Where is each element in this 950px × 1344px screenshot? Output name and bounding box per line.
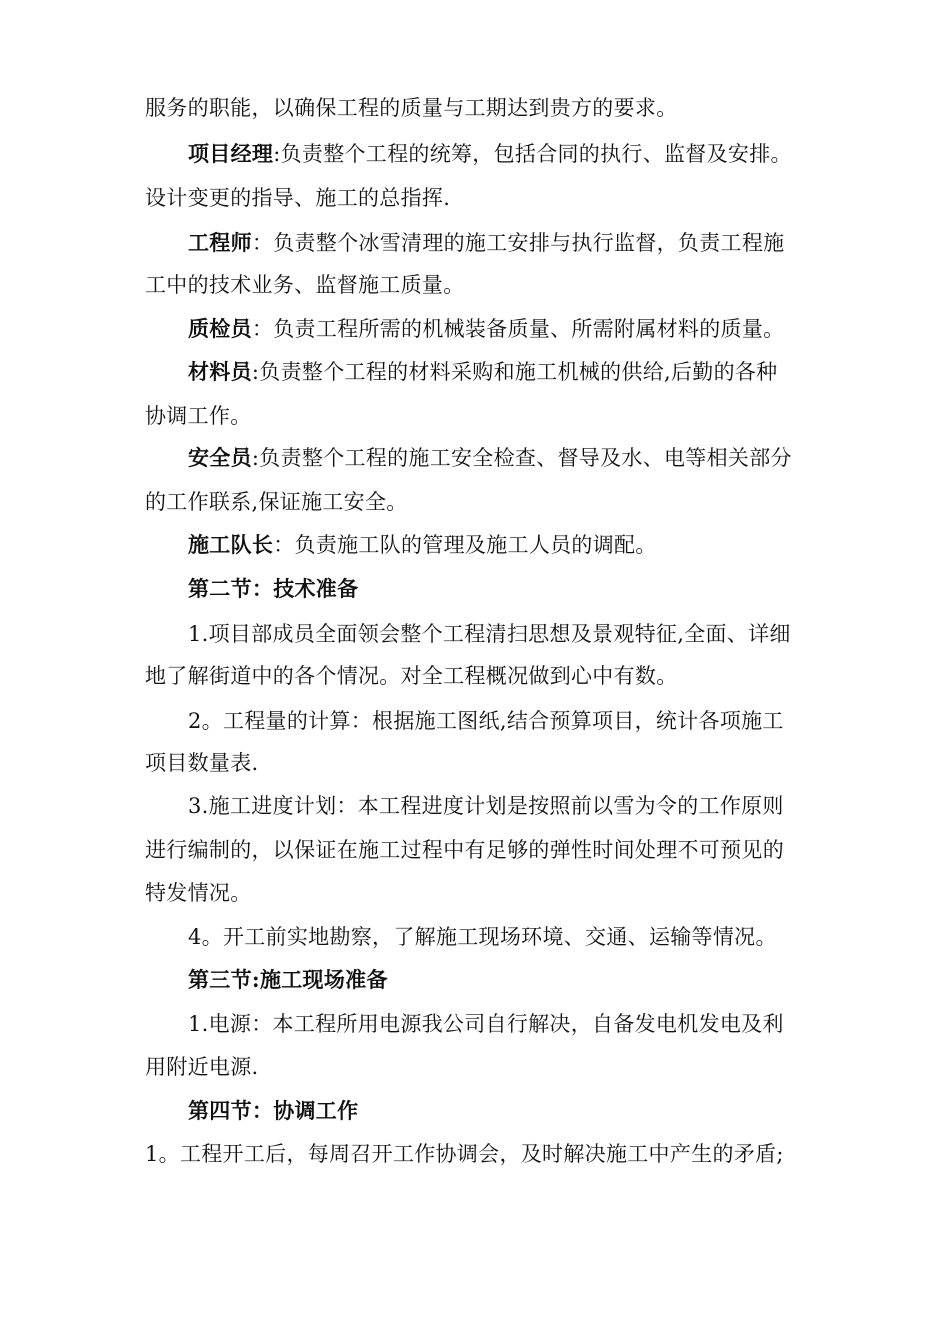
text-line xyxy=(145,184,450,212)
text-line xyxy=(145,879,252,907)
role-paragraph-material xyxy=(188,358,777,386)
text-line xyxy=(188,792,784,820)
role-separator: ： xyxy=(251,317,274,341)
role-separator: ： xyxy=(273,533,295,557)
line-text: 的工作联系,保证施工安全。 xyxy=(145,490,408,514)
text-line xyxy=(145,402,252,430)
section-heading-2 xyxy=(188,575,358,603)
line-text: 协调工作。 xyxy=(145,404,252,428)
line-text: 负责施工队的管理及施工人员的调配。 xyxy=(294,533,657,557)
role-label: 项目经理 xyxy=(188,141,274,166)
section-heading-4 xyxy=(188,1097,358,1125)
line-text: 负责整个工程的材料采购和施工机械的供给,后勤的各种 xyxy=(259,360,778,384)
text-line xyxy=(145,488,408,516)
line-text: 设计变更的指导、施工的总指挥. xyxy=(145,186,451,210)
role-paragraph-manager xyxy=(188,140,792,168)
role-paragraph-inspector xyxy=(188,315,784,343)
role-label: 质检员 xyxy=(188,316,252,341)
line-text: 1。工程开工后，每周召开工作协调会，及时解决施工中产生的矛盾; xyxy=(145,1142,784,1166)
text-line xyxy=(188,707,784,735)
line-text: 用附近电源. xyxy=(145,1055,259,1079)
heading-text: 第三节:施工现场准备 xyxy=(188,967,388,992)
line-text: 负责整个工程的施工安全检查、督导及水、电等相关部分 xyxy=(259,446,792,470)
line-text: 1.电源：本工程所用电源我公司自行解决，自备发电机发电及利 xyxy=(188,1012,784,1036)
text-line xyxy=(145,662,678,690)
role-separator: : xyxy=(273,142,281,166)
line-text: 进行编制的，以保证在施工过程中有足够的弹性时间处理不可预见的 xyxy=(145,838,784,862)
line-text: 工中的技术业务、监督施工质量。 xyxy=(145,273,465,297)
line-text: 负责整个冰雪清理的施工安排与执行监督，负责工程施 xyxy=(273,231,785,255)
line-text: 4。开工前实地勘察，了解施工现场环境、交通、运输等情况。 xyxy=(188,925,777,949)
line-text: 项目数量表. xyxy=(145,751,259,775)
text-line xyxy=(188,923,777,951)
text-line xyxy=(145,1140,784,1168)
role-label: 安全员 xyxy=(188,445,252,470)
line-text: 特发情况。 xyxy=(145,881,252,905)
line-text: 2。工程量的计算：根据施工图纸,结合预算项目，统计各项施工 xyxy=(188,709,784,733)
role-paragraph-captain xyxy=(188,531,657,559)
role-label: 施工队长 xyxy=(188,532,274,557)
text-line xyxy=(145,1053,258,1081)
line-text: 地了解街道中的各个情况。对全工程概况做到心中有数。 xyxy=(145,664,678,688)
line-text: 3.施工进度计划：本工程进度计划是按照前以雪为令的工作原则 xyxy=(188,794,784,818)
role-paragraph-safety xyxy=(188,444,792,472)
text-line xyxy=(145,94,678,122)
heading-text: 第二节：技术准备 xyxy=(188,576,359,601)
text-line xyxy=(145,271,465,299)
text-line xyxy=(145,836,784,864)
role-separator: : xyxy=(251,446,260,470)
line-text: 负责整个工程的统筹，包括合同的执行、监督及安排。 xyxy=(280,142,792,166)
role-separator: ： xyxy=(251,231,274,255)
text-line xyxy=(188,1010,784,1038)
line-text: 1.项目部成员全面领会整个工程清扫思想及景观特征,全面、详细 xyxy=(188,622,791,646)
role-separator: : xyxy=(251,360,260,384)
role-label: 工程师 xyxy=(188,230,252,255)
role-paragraph-engineer xyxy=(188,229,784,257)
role-label: 材料员 xyxy=(188,359,252,384)
heading-text: 第四节：协调工作 xyxy=(188,1098,359,1123)
text-line xyxy=(145,749,258,777)
text-line xyxy=(188,620,791,648)
line-text: 服务的职能，以确保工程的质量与工期达到贵方的要求。 xyxy=(145,96,678,120)
section-heading-3 xyxy=(188,966,388,994)
line-text: 负责工程所需的机械装备质量、所需附属材料的质量。 xyxy=(273,317,785,341)
